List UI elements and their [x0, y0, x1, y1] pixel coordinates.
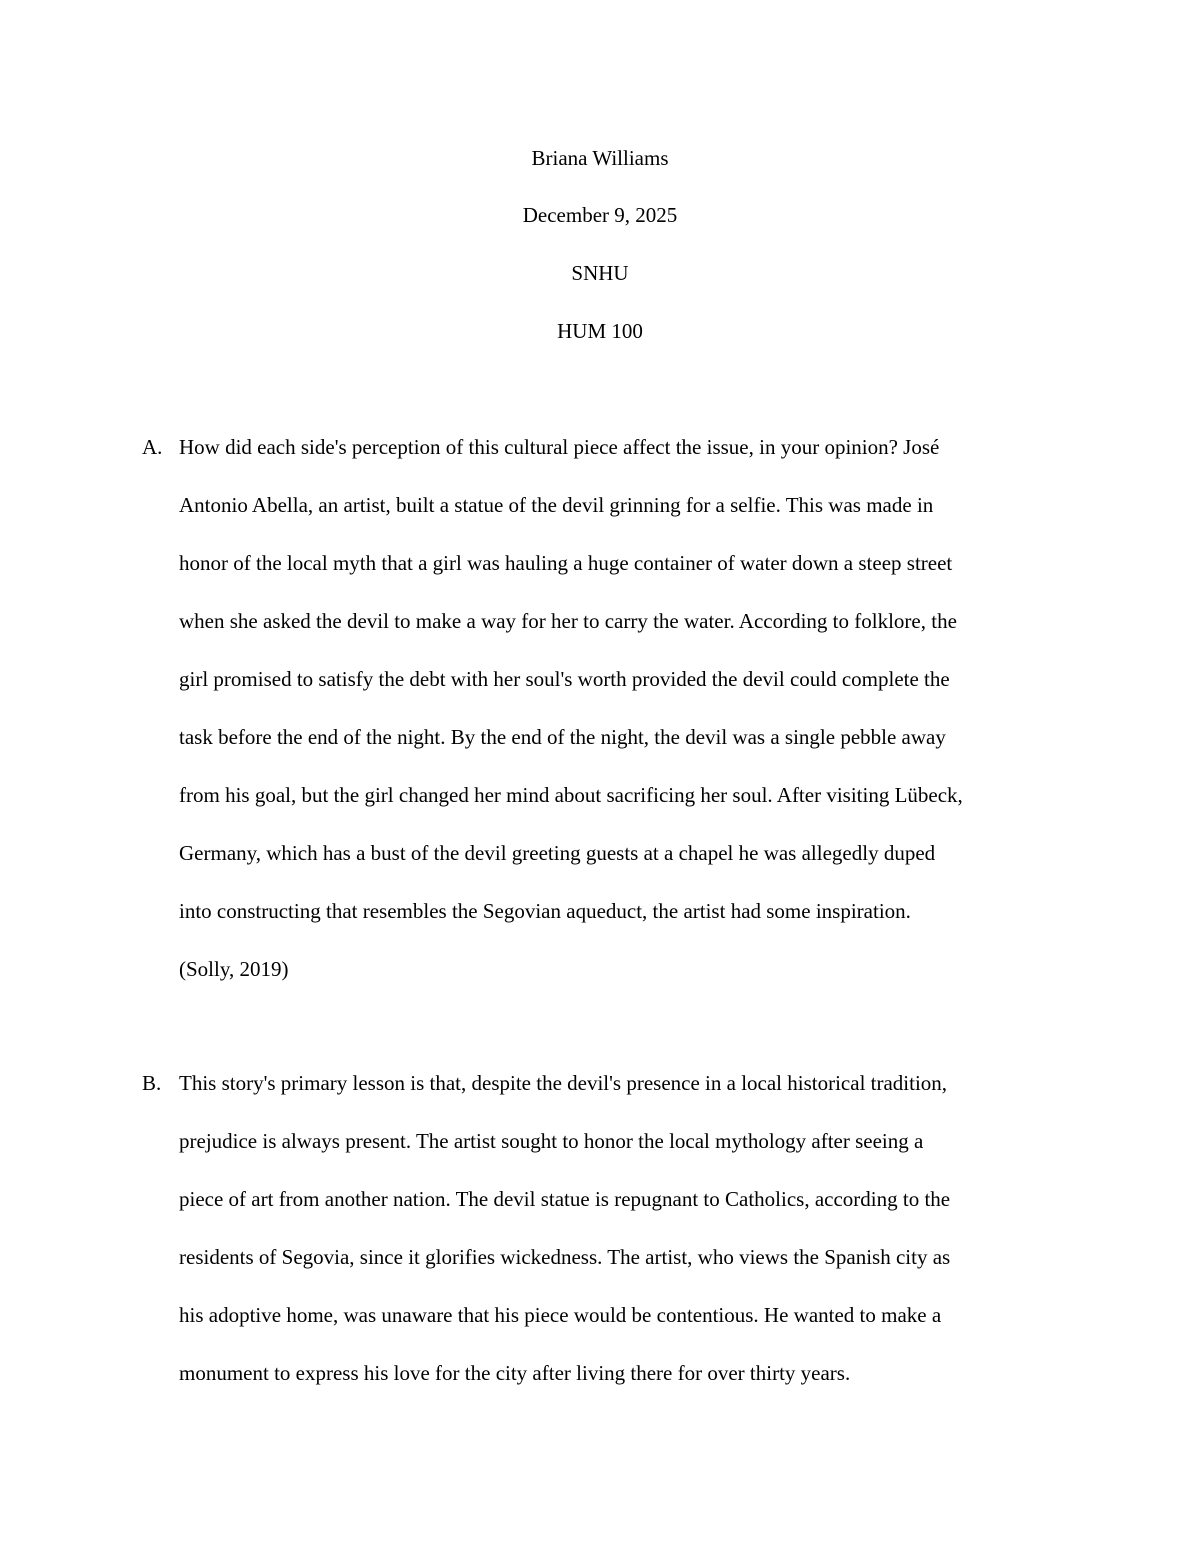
paragraph-line: when she asked the devil to make a way for her to carry the water. According to folklore, the [179, 609, 957, 633]
paragraph-line: Germany, which has a bust of the devil greeting guests at a chapel he was allegedly duped [179, 841, 936, 865]
author-name: Briana Williams [531, 146, 669, 170]
paragraph-line: task before the end of the night. By the end of the night, the devil was a single pebble away [179, 725, 946, 749]
paragraph-line: his adoptive home, was unaware that his piece would be contentious. He wanted to make a [179, 1303, 942, 1327]
paragraph-line: girl promised to satisfy the debt with her soul's worth provided the devil could complete the [179, 667, 950, 691]
citation-line: (Solly, 2019) [179, 957, 289, 981]
paragraph-line: monument to express his love for the city after living there for over thirty years. [179, 1361, 851, 1385]
paragraph-line: prejudice is always present. The artist sought to honor the local mythology after seeing a [179, 1129, 924, 1153]
school-name: SNHU [571, 261, 629, 285]
paragraph-line: from his goal, but the girl changed her mind about sacrificing her soul. After visiting Lübeck, [179, 783, 963, 807]
paragraph-line: residents of Segovia, since it glorifies wickedness. The artist, who views the Spanish city as [179, 1245, 951, 1269]
section-marker: A. [142, 435, 163, 459]
paragraph-line: honor of the local myth that a girl was hauling a huge container of water down a steep street [179, 551, 953, 575]
course-code: HUM 100 [557, 319, 643, 343]
paragraph-line: into constructing that resembles the Segovian aqueduct, the artist had some inspiration. [179, 899, 911, 923]
paragraph-line: piece of art from another nation. The devil statue is repugnant to Catholics, according to the [179, 1187, 951, 1211]
paragraph-line: This story's primary lesson is that, despite the devil's presence in a local historical tradition, [179, 1071, 948, 1095]
paragraph-line: How did each side's perception of this cultural piece affect the issue, in your opinion? José [179, 435, 940, 459]
document-date: December 9, 2025 [522, 203, 678, 227]
section-marker: B. [142, 1071, 162, 1095]
paragraph-line: Antonio Abella, an artist, built a statue of the devil grinning for a selfie. This was made in [179, 493, 934, 517]
